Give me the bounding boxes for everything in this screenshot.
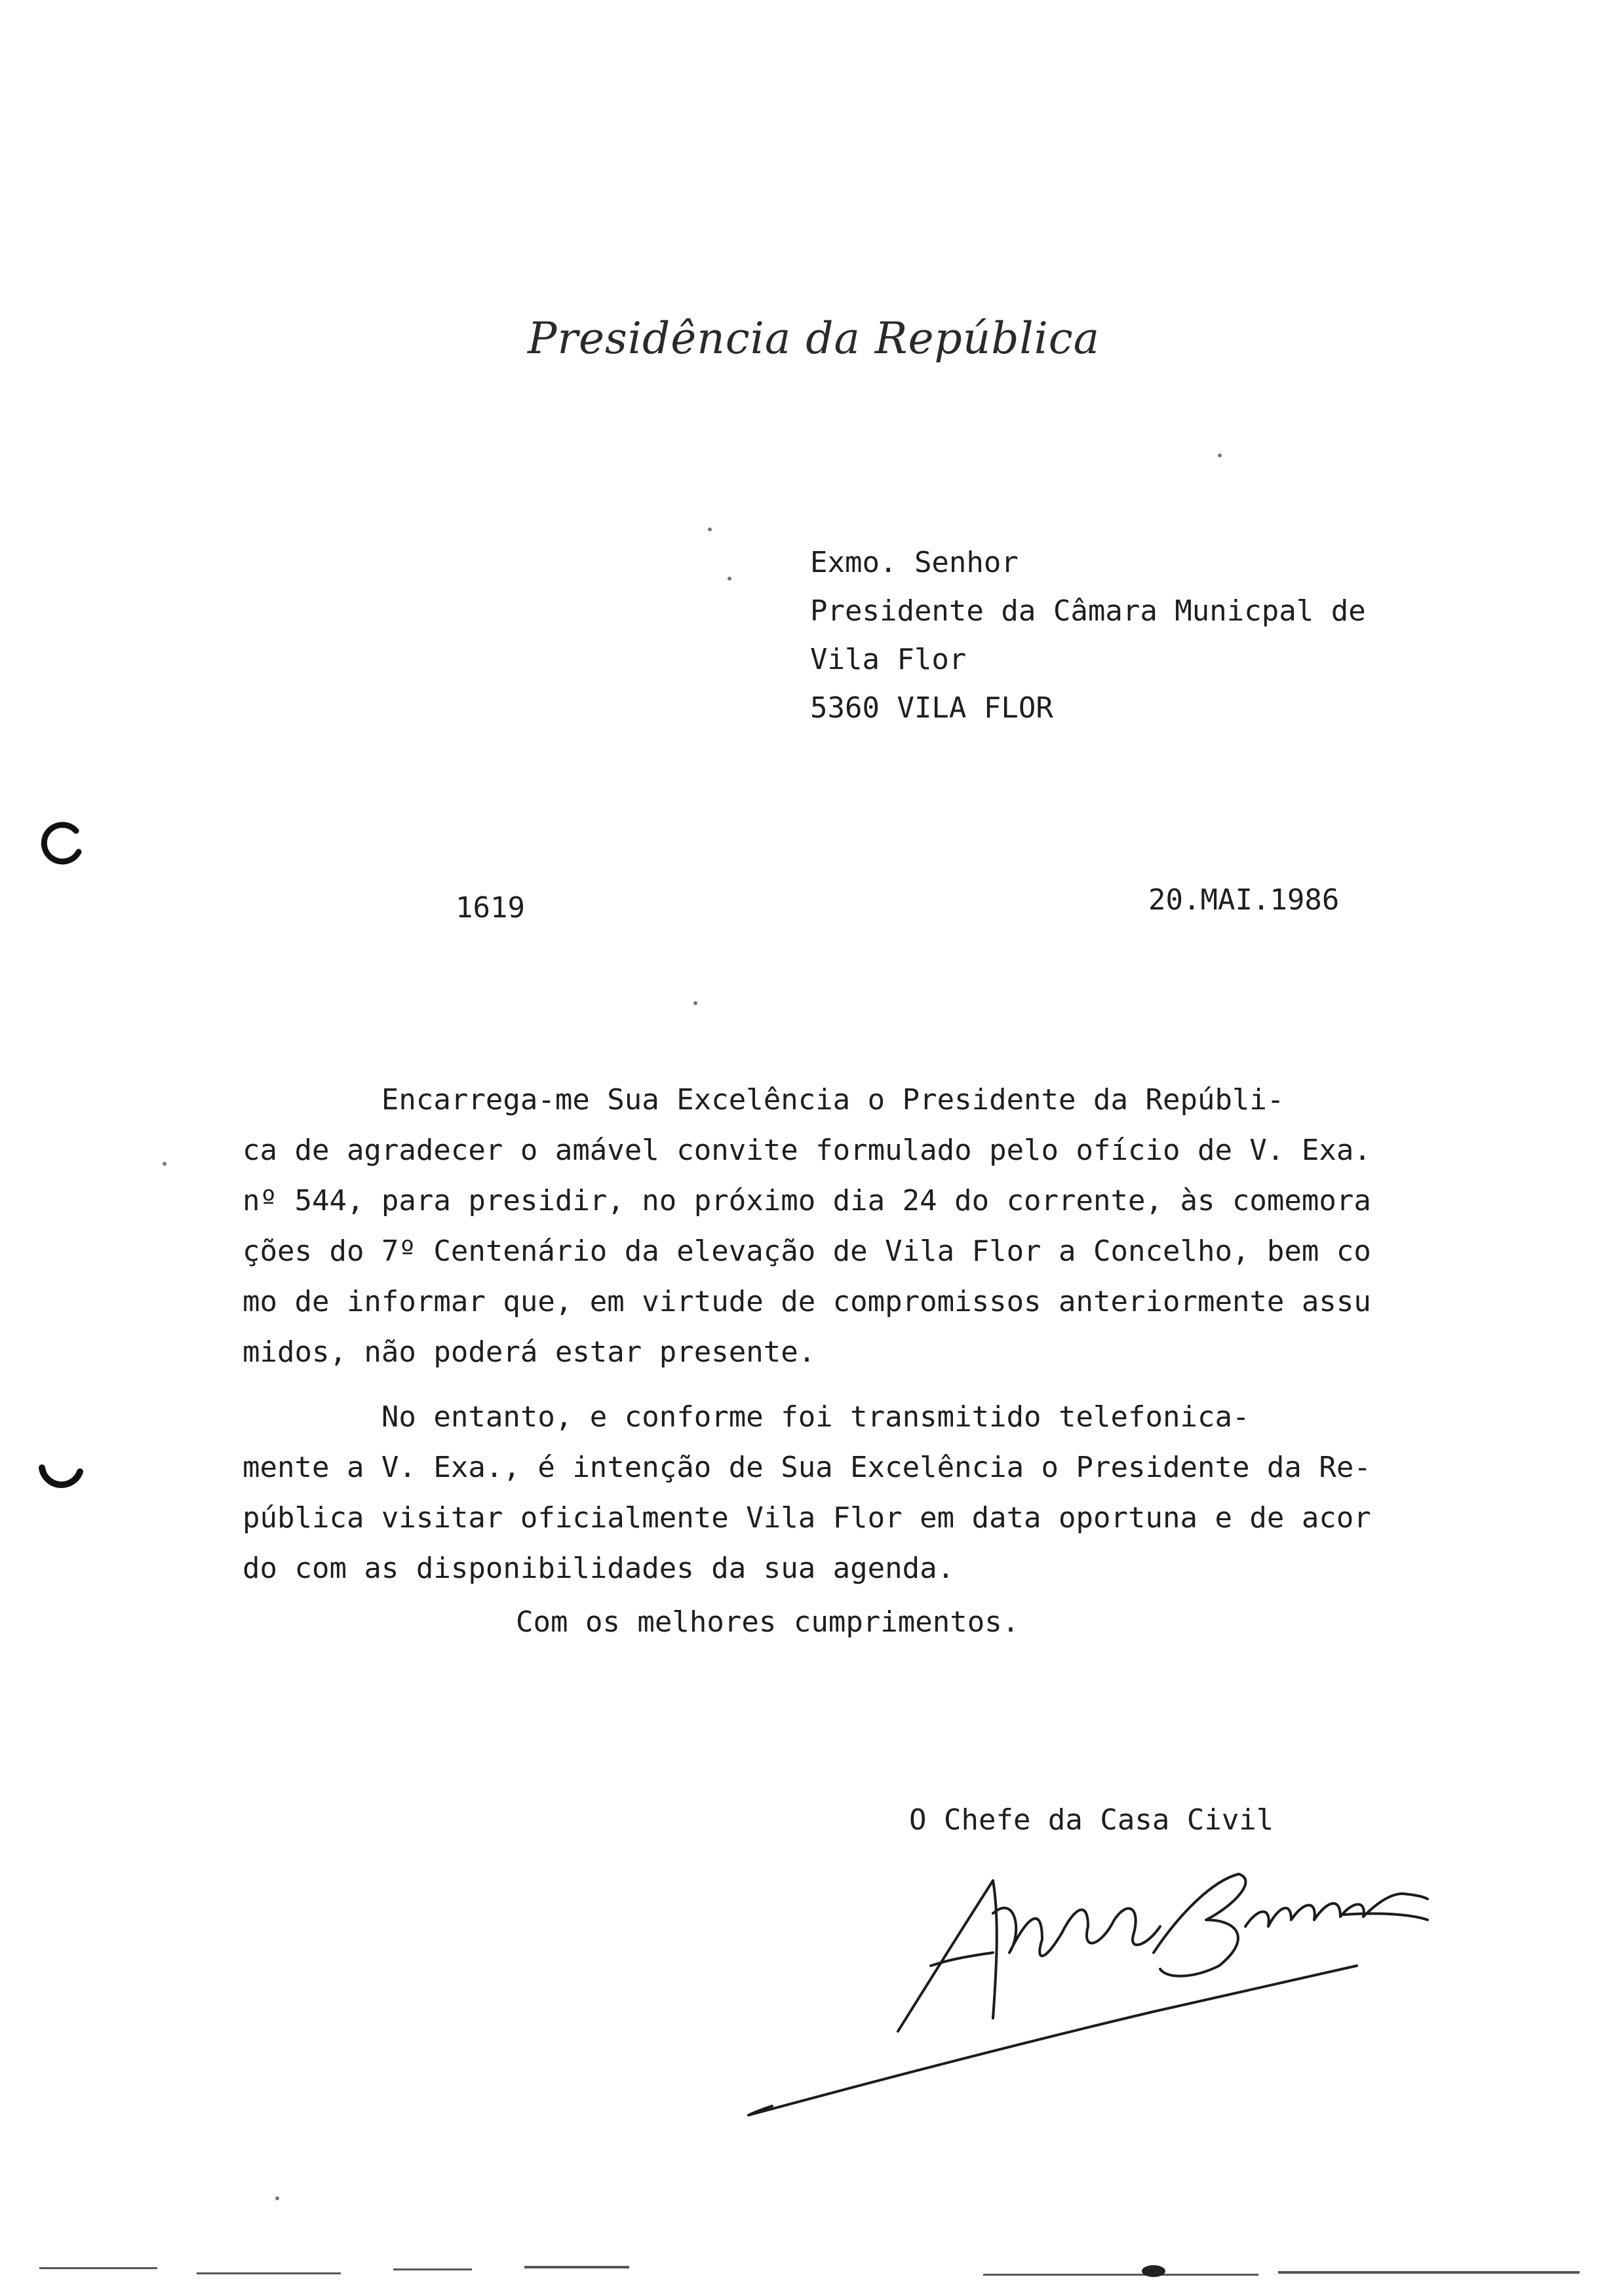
- addressee-line: Exmo. Senhor: [810, 546, 1019, 579]
- scan-speck: [163, 1162, 166, 1166]
- addressee-block: [810, 539, 1366, 733]
- body-line: Encarrega-me Sua Excelência o Presidente da Repúbli-: [243, 1083, 1285, 1117]
- closing-line: Com os melhores cumprimentos.: [516, 1605, 1020, 1639]
- scan-speck: [708, 527, 712, 531]
- body-line: mo de informar que, em virtude de compromissos anteriormente assu: [243, 1285, 1371, 1318]
- addressee-line: Presidente da Câmara Municpal de: [810, 594, 1366, 628]
- handwritten-signature: [734, 1854, 1429, 2143]
- scan-speck: [693, 1001, 697, 1005]
- addressee-line: 5360 VILA FLOR: [810, 691, 1053, 725]
- letterhead: Presidência da República: [528, 313, 1100, 364]
- reference-number: 1619: [456, 891, 525, 925]
- body-line: nº 544, para presidir, no próximo dia 24 do corrente, às comemora: [243, 1184, 1371, 1217]
- body-line: pública visitar oficialmente Vila Flor em data oportuna e de acor: [243, 1501, 1371, 1535]
- body-paragraph-2: [243, 1392, 1514, 1594]
- body-line: ções do 7º Centenário da elevação de Vila Flor a Concelho, bem co: [243, 1234, 1371, 1268]
- scan-speck: [1218, 453, 1222, 457]
- body-line: mente a V. Exa., é intenção de Sua Excelência o Presidente da Re-: [243, 1451, 1371, 1484]
- punch-hole-mark: [37, 818, 87, 868]
- scan-speck: [275, 2196, 279, 2200]
- body-line: midos, não poderá estar presente.: [243, 1335, 816, 1369]
- addressee-line: Vila Flor: [810, 643, 967, 676]
- punch-hole-mark: [37, 1453, 87, 1503]
- scan-speck: [728, 577, 731, 581]
- body-line: No entanto, e conforme foi transmitido telefonica-: [243, 1400, 1250, 1434]
- signatory-title: O Chefe da Casa Civil: [909, 1803, 1274, 1837]
- scan-noise-strip: [0, 2254, 1615, 2287]
- body-line: ca de agradecer o amável convite formulado pelo ofício de V. Exa.: [243, 1134, 1371, 1167]
- body-line: do com as disponibilidades da sua agenda.: [243, 1552, 955, 1585]
- body-paragraph-1: [243, 1075, 1514, 1377]
- letter-body: [243, 1075, 1514, 1608]
- letter-date: 20.MAI.1986: [1148, 883, 1340, 917]
